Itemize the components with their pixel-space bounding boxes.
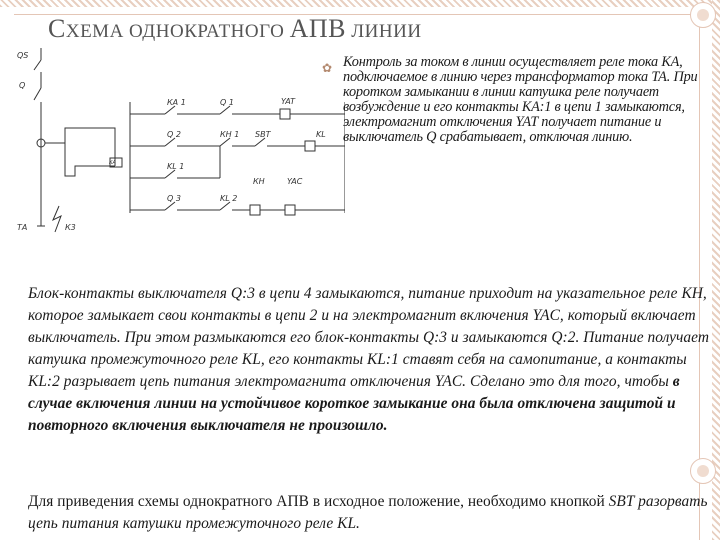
- kh1-contact: [220, 138, 230, 146]
- title-abbr: АПВ: [289, 14, 347, 43]
- decorative-border-right: [712, 0, 720, 540]
- yac-coil: [285, 205, 295, 215]
- main-paragraph-bold: в случае включения линии на устойчивое короткое замыкание она была отключена защитой и повторного включения выключателя не произошло.: [28, 373, 680, 434]
- circuit-diagram: [15, 48, 345, 258]
- fault-arrow: [53, 206, 61, 232]
- label-ka1: КА 1: [167, 98, 186, 107]
- label-ta: ТА: [17, 223, 28, 232]
- bullet-icon: ✿: [322, 61, 333, 75]
- corner-ornament-top: [690, 2, 716, 28]
- kl2-contact: [220, 202, 230, 210]
- sbt-button: [255, 138, 265, 146]
- q-switch-blade: [34, 88, 41, 100]
- label-sbt: SBT: [255, 130, 271, 139]
- ct-secondary-loop: [45, 128, 115, 166]
- ka1-contact: [165, 106, 175, 114]
- final-paragraph-italic: SBT разорвать цепь питания катушки промежуточного реле KL.: [28, 493, 708, 532]
- yat-coil: [280, 109, 290, 119]
- main-paragraph: [28, 283, 718, 437]
- label-yat: YAT: [281, 97, 296, 106]
- label-q3: Q 3: [167, 194, 181, 203]
- kl1-contact: [165, 170, 175, 178]
- label-kl2: KL 2: [220, 194, 238, 203]
- bullet-paragraph: Контроль за током в линии осуществляет реле тока КА, подключаемое в линию через трансформатор тока ТА. При коротком замыкании в линии катушка реле получает возбуждение и его контакты КА:1 в цепи 1 замыкаются, электромагнит отключения YAT получает питание и выключатель Q срабатывает, отключая линию.: [343, 54, 698, 145]
- main-paragraph-text: Блок-контакты выключателя Q:3 в цепи 4 замыкаются, питание приходит на указательное реле КН, которое замыкает свои контакты в цепи 2 и на электромагнит включения YAC, который включает выключатель. При этом размыкаются его блок-контакты Q:3 и замыкаются Q:2. Питание получает катушка промежуточного реле KL, его контакты KL:1 ставят себя на самопитание, а контакты KL:2 разрывает цепь питания электромагнита отключения YAC. Сделано это для того, чтобы: [28, 285, 710, 390]
- kh-coil: [250, 205, 260, 215]
- q1-contact: [220, 106, 230, 114]
- side-ornament-right: [690, 458, 716, 484]
- decorative-border-top: [0, 0, 720, 7]
- ct-secondary-return: [65, 143, 115, 176]
- label-q: Q: [19, 81, 26, 90]
- q3-contact: [165, 202, 175, 210]
- qs-switch-blade: [34, 60, 41, 70]
- q2-contact: [165, 138, 175, 146]
- label-kh: КН: [253, 177, 265, 186]
- label-yac: YAC: [287, 177, 303, 186]
- title-second-rest: ЛИНИИ: [346, 21, 422, 42]
- title-first-cap: С: [48, 14, 66, 43]
- final-paragraph: [28, 491, 718, 535]
- label-kl1: KL 1: [167, 162, 185, 171]
- label-q1: Q 1: [220, 98, 234, 107]
- label-kh1: КН 1: [220, 130, 240, 139]
- label-kl: KL: [316, 130, 326, 139]
- label-k3: К3: [65, 223, 76, 232]
- label-ka: КА: [109, 160, 116, 166]
- title-first-rest: ХЕМА ОДНОКРАТНОГО: [65, 21, 290, 42]
- final-paragraph-text: Для приведения схемы однократного АПВ в исходное положение, необходимо кнопкой: [28, 493, 609, 510]
- label-qs: QS: [17, 51, 29, 60]
- label-q2: Q 2: [167, 130, 181, 139]
- slide-title: [48, 14, 422, 44]
- kl-coil: [305, 141, 315, 151]
